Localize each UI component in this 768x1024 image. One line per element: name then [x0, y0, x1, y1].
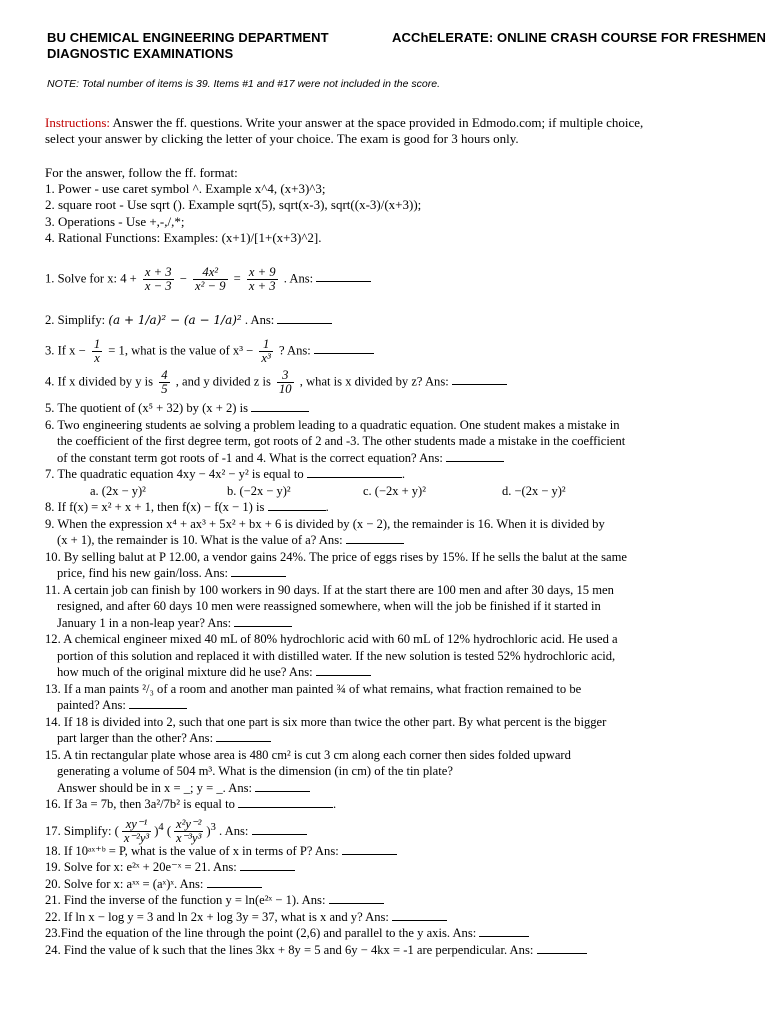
- math-expression: (a + 1/a)² − (a − 1/a)²: [108, 313, 242, 327]
- question-text: 3. If x −: [45, 343, 86, 358]
- numerator: x + 3: [144, 265, 172, 279]
- answer-blank: [342, 843, 397, 855]
- exam-title: DIAGNOSTIC EXAMINATIONS: [47, 46, 234, 61]
- scoring-note: NOTE: Total number of items is 39. Items #1 and #17 were not included in the score.: [47, 78, 440, 90]
- question-20: [45, 876, 725, 893]
- fraction: [143, 266, 174, 293]
- fraction: [159, 369, 169, 396]
- question-text: the coefficient of the first degree term, got roots of 2 and -3. The other students made a mistake in the coefficient: [57, 434, 626, 448]
- answer-blank: [231, 565, 286, 577]
- question-11: [45, 582, 725, 632]
- question-21: [45, 892, 725, 909]
- denominator: x² − 9: [195, 279, 226, 293]
- numerator: 4x²: [193, 266, 227, 280]
- answer-blank: [277, 312, 332, 324]
- question-text: 15. A tin rectangular plate whose area is 480 cm² is cut 3 cm along each corner then sides folded upward: [45, 747, 571, 762]
- question-1: [45, 266, 725, 293]
- fraction: [259, 338, 272, 365]
- operator: −: [179, 271, 187, 286]
- question-text: 13. If a man paints ²/₃ of a room and another man painted ¾ of what remains, what fraction remained to be: [45, 681, 582, 696]
- numerator: x + 9: [248, 265, 276, 279]
- format-rule: 1. Power - use caret symbol ^. Example x^4, (x+3)^3;: [45, 181, 326, 197]
- question-14: [45, 714, 725, 747]
- question-text: 7. The quadratic equation 4xy − 4x² − y² is equal to: [45, 467, 307, 481]
- numerator: 1: [259, 338, 272, 352]
- answer-blank: [314, 342, 374, 354]
- question-text: portion of this solution and replaced it with distilled water. If the new solution is tested 52% hydrochloric acid,: [57, 648, 616, 663]
- option-a: a. (2x − y)²: [90, 483, 146, 498]
- question-text: 16. If 3a = 7b, then 3a²/7b² is equal to: [45, 797, 239, 811]
- question-text: 2. Simplify:: [45, 313, 106, 327]
- answer-blank: [268, 499, 326, 511]
- denominator: x³: [261, 351, 271, 365]
- answer-blank: [329, 892, 384, 904]
- question-text: 19. Solve for x: e²ˣ + 20e⁻ˣ = 21. Ans:: [45, 860, 240, 874]
- option-d: d. −(2x − y)²: [502, 483, 566, 498]
- answer-blank: [252, 823, 307, 835]
- answer-blank: [479, 925, 529, 937]
- question-text: 12. A chemical engineer mixed 40 mL of 80% hydrochloric acid with 60 mL of 12% hydrochloric acid. He used a: [45, 632, 618, 646]
- question-3: [45, 338, 725, 365]
- denominator: x + 3: [248, 279, 276, 293]
- answer-blank: [234, 615, 292, 627]
- question-6: [45, 417, 725, 467]
- question-text: part larger than the other? Ans:: [57, 731, 217, 745]
- question-19: [45, 859, 725, 876]
- question-text: 6. Two engineering students ae solving a problem leading to a quadratic equation. One student makes a mistake in: [45, 417, 620, 432]
- question-text: Answer should be in x = _; y = _. Ans:: [57, 780, 256, 795]
- fraction: [122, 818, 151, 845]
- question-4: [45, 369, 725, 396]
- instructions-text-1: Answer the ff. questions. Write your answer at the space provided in Edmodo.com; if multiple choice,: [110, 115, 644, 130]
- exponent: 4: [158, 821, 164, 833]
- answer-blank: [537, 942, 587, 954]
- instructions-label: Instructions:: [45, 115, 110, 130]
- question-text: , and y divided z is: [175, 374, 271, 389]
- question-text: 22. If ln x − log y = 3 and ln 2x + log 3y = 37, what is x and y? Ans:: [45, 909, 393, 924]
- question-13: [45, 681, 725, 714]
- numerator: 4: [161, 368, 168, 382]
- answer-blank: [216, 730, 271, 742]
- answer-blank: [238, 796, 333, 808]
- questions-list: [45, 400, 725, 958]
- question-9: [45, 516, 725, 549]
- answer-blank: [446, 450, 504, 462]
- instructions-block: [45, 115, 725, 147]
- option-c: c. (−2x + y)²: [363, 483, 426, 498]
- question-text: 20. Solve for x: aˣˣ = (aˣ)ˣ. Ans:: [45, 876, 207, 891]
- fraction: [193, 266, 227, 293]
- question-text: painted? Ans:: [57, 698, 130, 712]
- question-5: [45, 400, 725, 417]
- question-17: 17. Simplify: ( $\frac{\text{xy⁻¹}}{\text{x⁻²y³}}$ )$^4$ ( $\frac{\text{x²y⁻²}}{\text{x⁻³y³}}$ )$^3$ . Ans:: [45, 813, 725, 843]
- option-b: b. (−2x − y)²: [227, 483, 291, 498]
- answer-label: , what is x divided by z? Ans:: [299, 374, 452, 389]
- question-text: 23.Find the equation of the line through the point (2,6) and parallel to the y axis. Ans:: [45, 926, 480, 940]
- instructions-text-2: select your answer by clicking the letter of your choice. The exam is good for 3 hours only.: [45, 131, 519, 147]
- question-text: 9. When the expression x⁴ + ax³ + 5x² + bx + 6 is divided by (x − 2), the remainder is 16. When it is divided by: [45, 516, 605, 531]
- answer-blank: [316, 270, 371, 282]
- question-text: 11. A certain job can finish by 100 workers in 90 days. If at the start there are 100 men and after 30 days, 15 men: [45, 582, 614, 597]
- question-7: 7. The quadratic equation 4xy − 4x² − y² is equal to .: [45, 467, 405, 481]
- numerator: 3: [277, 369, 294, 383]
- question-text: of the constant term got roots of -1 and 4. What is the correct equation? Ans:: [57, 450, 447, 465]
- numerator: 1: [93, 337, 101, 351]
- answer-label: . Ans:: [244, 313, 278, 327]
- answer-label: ? Ans:: [278, 343, 314, 358]
- question-18: [45, 843, 725, 860]
- question-text: 21. Find the inverse of the function y = ln(e²ˣ − 1). Ans:: [45, 893, 329, 907]
- numerator: x²y⁻²: [176, 817, 202, 832]
- answer-blank: [452, 373, 507, 385]
- answer-blank: [129, 697, 187, 709]
- question-24: [45, 942, 725, 959]
- question-text: resigned, and after 60 days 10 men were reassigned somewhere, when will the job be finished if it started in: [57, 599, 601, 613]
- denominator: x − 3: [144, 279, 172, 293]
- question-text: January 1 in a non-leap year? Ans:: [57, 615, 235, 630]
- format-rule: 2. square root - Use sqrt (). Example sqrt(5), sqrt(x-3), sqrt((x-3)/(x+3));: [45, 197, 422, 213]
- department-header: [47, 30, 329, 62]
- operator: =: [233, 271, 241, 286]
- answer-blank: [240, 859, 295, 871]
- question-22: [45, 909, 725, 926]
- question-23: [45, 925, 725, 942]
- department-title: BU CHEMICAL ENGINEERING DEPARTMENT: [47, 30, 329, 45]
- question-16: 16. If 3a = 7b, then 3a²/7b² is equal to .: [45, 797, 337, 811]
- format-rule: 4. Rational Functions: Examples: (x+1)/[1+(x+3)^2].: [45, 229, 322, 245]
- denominator: 5: [161, 382, 168, 396]
- answer-label: . Ans:: [283, 271, 317, 286]
- question-15: [45, 747, 725, 797]
- question-text: 1. Solve for x: 4 +: [45, 271, 137, 286]
- question-text: price, find his new gain/loss. Ans:: [57, 566, 232, 580]
- denominator: 10: [279, 382, 292, 396]
- denominator: x⁻³y³: [176, 831, 202, 846]
- question-text: generating a volume of 504 m³. What is the dimension (in cm) of the tin plate?: [57, 764, 453, 778]
- numerator: xy⁻¹: [122, 818, 151, 832]
- question-2: [45, 312, 725, 329]
- course-title: ACChELERATE: ONLINE CRASH COURSE FOR FRESHMEN: [392, 30, 767, 45]
- denominator: x⁻²y³: [123, 831, 150, 846]
- question-text: 18. If 10ᵃˣ⁺ᵇ = P, what is the value of x in terms of P? Ans:: [45, 843, 342, 858]
- answer-blank: [207, 876, 262, 888]
- format-block: [45, 165, 725, 246]
- question-text: 4. If x divided by y is: [45, 374, 154, 389]
- question-text: 24. Find the value of k such that the lines 3kx + 8y = 5 and 6y − 4kx = -1 are perpendicular. Ans:: [45, 942, 537, 957]
- question-text: how much of the original mixture did he use? Ans:: [57, 665, 316, 679]
- answer-blank: [392, 909, 447, 921]
- answer-label: . Ans:: [219, 823, 252, 838]
- denominator: x: [94, 351, 100, 365]
- fraction: [277, 369, 294, 396]
- question-text: = 1, what is the value of x³ −: [108, 343, 254, 358]
- question-8: 8. If f(x) = x² + x + 1, then f(x) − f(x − 1) is .: [45, 500, 329, 514]
- format-rule: 3. Operations - Use +,-,/,*;: [45, 213, 185, 229]
- answer-blank: [346, 532, 404, 544]
- answer-blank: [316, 664, 371, 676]
- question-text: (x + 1), the remainder is 10. What is the value of a? Ans:: [57, 533, 346, 547]
- exponent: 3: [210, 821, 216, 833]
- question-text: 8. If f(x) = x² + x + 1, then f(x) − f(x − 1) is: [45, 500, 268, 514]
- question-text: 14. If 18 is divided into 2, such that one part is six more than twice the other part. By what percent is the bigger: [45, 714, 607, 729]
- fraction: [92, 338, 102, 365]
- answer-blank: [307, 466, 402, 478]
- question-text: 5. The quotient of (x⁵ + 32) by (x + 2) is: [45, 401, 252, 415]
- question-12: [45, 631, 725, 681]
- question-text: 17. Simplify:: [45, 823, 112, 838]
- answer-blank: [255, 780, 310, 792]
- question-10: [45, 549, 725, 582]
- question-text: 10. By selling balut at P 12.00, a vendor gains 24%. The price of eggs rises by 15%. If he sells the balut at the same: [45, 549, 627, 564]
- fraction: [174, 818, 203, 845]
- format-intro: For the answer, follow the ff. format:: [45, 165, 238, 180]
- answer-blank: [251, 400, 309, 412]
- fraction: [247, 266, 278, 293]
- question-7-options: [45, 483, 725, 500]
